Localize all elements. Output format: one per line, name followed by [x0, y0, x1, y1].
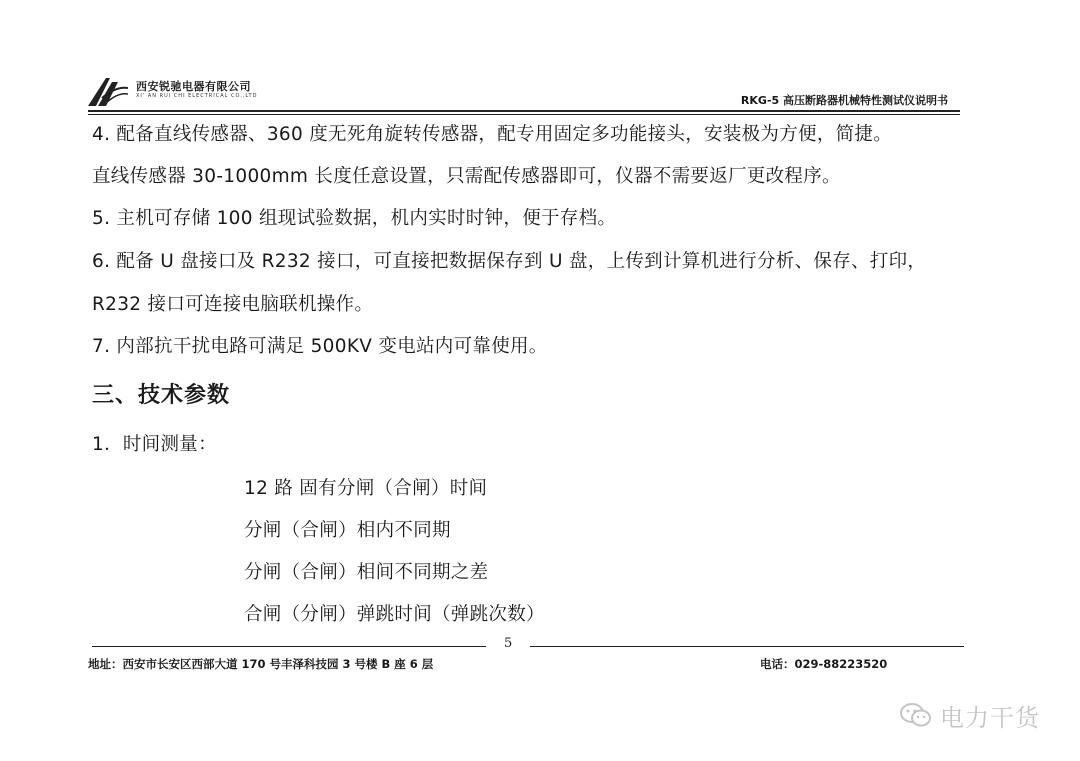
body-line-4: 6. 配备 U 盘接口及 R232 接口，可直接把数据保存到 U 盘，上传到计算机进行分析、保存、打印， [92, 251, 927, 272]
watermark [900, 700, 1040, 730]
section-heading: 三、技术参数 [92, 383, 231, 408]
company-logo-icon [88, 76, 128, 106]
spec-item-4: 合闸（分闸）弹跳时间（弹跳次数） [244, 604, 545, 625]
body-line-5: R232 接口可连接电脑联机操作。 [92, 294, 374, 315]
footer-rule-left [92, 646, 486, 647]
page-header [88, 70, 968, 110]
spec-item-2: 分闸（合闸）相内不同期 [244, 520, 451, 541]
body-line-3: 5. 主机可存储 100 组现试验数据，机内实时时钟，便于存档。 [92, 208, 617, 229]
company-name-en: XI' AN RUI CHI ELECTRICAL CO.,LTD [136, 93, 258, 99]
watermark-text: 电力干货 [940, 703, 1040, 732]
spec-item-1: 12 路 固有分闸（合闸）时间 [244, 478, 488, 499]
footer-rule-right [530, 646, 964, 647]
body-line-1: 4. 配备直线传感器、360 度无死角旋转传感器，配专用固定多功能接头，安装极为方便，简捷。 [92, 124, 893, 145]
subheading: 1．时间测量： [92, 434, 217, 455]
wechat-icon [900, 702, 932, 728]
document-title: RKG-5 高压断路器机械特性测试仪说明书 [740, 94, 948, 107]
body-line-6: 7. 内部抗干扰电路可满足 500KV 变电站内可靠使用。 [92, 336, 548, 357]
header-rule-thin [88, 114, 960, 115]
company-name: 西安锐驰电器有限公司 [136, 80, 251, 93]
body-line-2: 直线传感器 30-1000mm 长度任意设置，只需配传感器即可，仪器不需要返厂更改程序。 [92, 166, 841, 187]
page-number: 5 [504, 636, 513, 651]
footer-phone: 电话：029-88223520 [760, 657, 888, 671]
footer-address: 地址：西安市长安区西部大道 170 号丰泽科技园 3 号楼 B 座 6 层 [88, 657, 434, 671]
header-rule [88, 110, 960, 112]
spec-item-3: 分闸（合闸）相间不同期之差 [244, 562, 489, 583]
